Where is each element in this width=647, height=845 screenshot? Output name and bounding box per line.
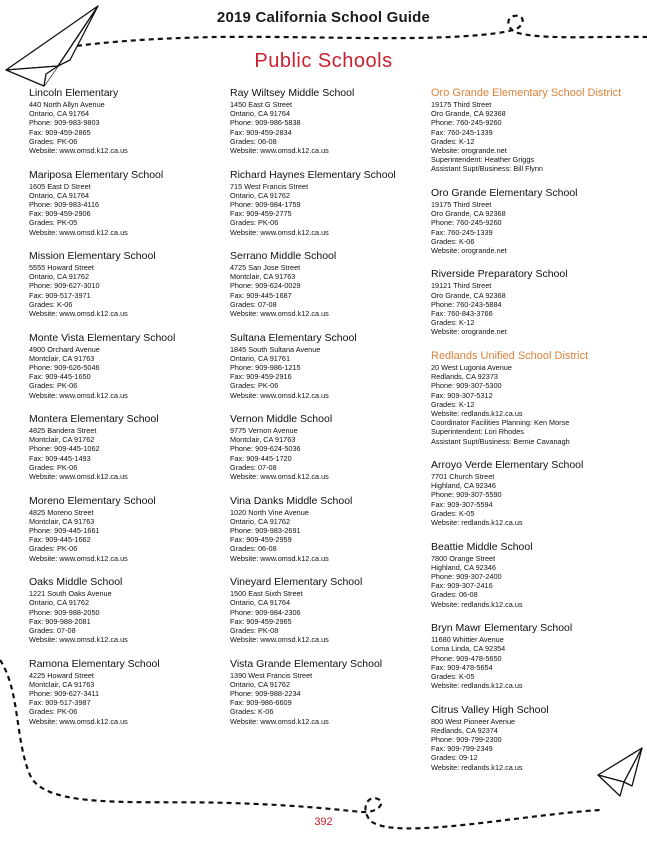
school-listing xyxy=(29,250,225,318)
listing-detail-line: Phone: 909-307-5590 xyxy=(431,490,502,500)
listing-detail-line: 7800 Orange Street xyxy=(431,553,496,563)
school-name: Ray Wiltsey Middle School xyxy=(230,87,355,99)
listing-detail-line: Phone: 909-988-2234 xyxy=(230,689,301,699)
listing-detail-line: Grades: PK-06 xyxy=(230,218,279,228)
school-name: Lincoln Elementary xyxy=(29,87,119,99)
listing-detail-line: Fax: 760-843-3766 xyxy=(431,309,493,319)
listing-detail-line: Fax: 909-517-3971 xyxy=(29,290,91,300)
listing-detail-line: Grades: K-06 xyxy=(431,236,475,246)
listing-detail-line: Phone: 909-624-0029 xyxy=(230,281,301,291)
school-listing xyxy=(431,622,627,690)
listing-detail-line: 715 West Francis Street xyxy=(230,181,309,191)
listing-detail-line: Fax: 909-445-1650 xyxy=(29,372,91,382)
listing-detail-line: Montclair, CA 91762 xyxy=(29,435,95,445)
school-name: Moreno Elementary School xyxy=(29,494,156,507)
listing-detail-line: Fax: 909-517-3987 xyxy=(29,698,91,708)
school-listing xyxy=(29,495,225,563)
listing-detail-line: Phone: 909-983-4116 xyxy=(29,199,100,209)
listing-detail-line: Website: orogrande.net xyxy=(431,245,507,255)
listing-detail-line: 4900 Orchard Avenue xyxy=(29,344,100,354)
listing-detail-line: Ontario, CA 91764 xyxy=(29,109,90,119)
listing-detail-line: Grades: K-05 xyxy=(431,508,475,518)
listing-detail-line: 20 West Lugonia Avenue xyxy=(431,362,512,372)
school-listing xyxy=(29,658,225,726)
listing-detail-line: Ontario, CA 91762 xyxy=(230,679,291,689)
school-listing xyxy=(29,413,225,481)
listing-detail-line: Website: redlands.k12.ca.us xyxy=(431,518,523,528)
listing-detail-line: Phone: 909-984-1759 xyxy=(230,199,301,209)
school-name: Vista Grande Elementary School xyxy=(230,657,383,670)
school-listing xyxy=(230,332,426,400)
listing-detail-line: Grades: 06-08 xyxy=(431,590,478,600)
school-listing xyxy=(431,187,627,255)
listing-detail-line: Grades: K-12 xyxy=(431,399,475,409)
school-name: Ramona Elementary School xyxy=(29,657,160,670)
listing-detail-line: Redlands, CA 92373 xyxy=(431,372,498,382)
listing-detail-line: Website: www.omsd.k12.ca.us xyxy=(29,472,128,482)
listing-detail-line: Fax: 909-986-6609 xyxy=(230,698,292,708)
listing-detail-line: 7701 Church Street xyxy=(431,472,495,482)
listing-detail-line: Grades: K-06 xyxy=(230,707,274,717)
listing-detail-line: 19175 Third Street xyxy=(431,100,492,109)
listing-detail-line: Assistant Supt/Business: Bernie Cavanagh xyxy=(431,436,570,446)
listing-detail-line: Website: www.omsd.k12.ca.us xyxy=(230,146,329,156)
listing-detail-line: Website: www.omsd.k12.ca.us xyxy=(29,553,128,563)
page-number: 392 xyxy=(314,816,333,828)
listing-detail-line: 1390 West Francis Street xyxy=(230,670,313,680)
listing-detail-line: Website: redlands.k12.ca.us xyxy=(431,681,523,691)
listing-detail-line: 1500 East Sixth Street xyxy=(230,589,303,599)
listing-detail-line: Phone: 909-983-9803 xyxy=(29,118,100,128)
listing-detail-line: Website: www.omsd.k12.ca.us xyxy=(29,146,128,156)
listing-detail-line: Phone: 760-245-9260 xyxy=(431,218,502,228)
district-name: Redlands Unified School District xyxy=(431,349,589,362)
listing-detail-line: Phone: 760-243-5884 xyxy=(431,299,502,309)
school-name: Serrano Middle School xyxy=(230,250,337,263)
listing-detail-line: Grades: K-05 xyxy=(431,671,475,681)
school-listing xyxy=(29,87,225,155)
listing-detail-line: Oro Grande, CA 92368 xyxy=(431,290,506,300)
listing-detail-line: Montclair, CA 91763 xyxy=(230,435,296,445)
listing-detail-line: 19175 Third Street xyxy=(431,199,492,209)
listing-detail-line: Grades: PK-06 xyxy=(29,707,78,717)
listing-detail-line: Oro Grande, CA 92368 xyxy=(431,109,506,119)
listing-detail-line: Website: www.omsd.k12.ca.us xyxy=(230,553,329,563)
listing-detail-line: Coordinator Facilities Planning: Ken Morse xyxy=(431,418,570,428)
listing-detail-line: 4725 San Jose Street xyxy=(230,263,301,273)
listing-detail-line: 800 West Pioneer Avenue xyxy=(431,716,516,726)
school-name: Beattie Middle School xyxy=(431,540,533,553)
listing-detail-line: Superintendent: Lori Rhodes xyxy=(431,427,524,437)
listing-detail-line: Phone: 909-986-1215 xyxy=(230,362,301,372)
listing-detail-line: 1020 North Vine Avenue xyxy=(230,507,309,517)
school-name: Vineyard Elementary School xyxy=(230,576,363,589)
listing-detail-line: Grades: PK-08 xyxy=(230,625,279,635)
listing-detail-line: 1450 East G Street xyxy=(230,100,293,109)
listing-detail-line: Grades: 07-08 xyxy=(29,625,76,635)
listing-detail-line: 440 North Allyn Avenue xyxy=(29,100,105,109)
listing-detail-line: Phone: 909-624-5036 xyxy=(230,444,301,454)
listing-detail-line: Ontario, CA 91762 xyxy=(29,272,90,282)
listing-detail-line: Grades: PK-06 xyxy=(230,381,279,391)
listing-detail-line: Grades: PK-06 xyxy=(29,544,78,554)
district-name: Oro Grande Elementary School District xyxy=(431,87,622,99)
listing-detail-line: Fax: 909-988-2081 xyxy=(29,616,91,626)
listing-detail-line: Website: orogrande.net xyxy=(431,146,507,156)
school-listing xyxy=(230,169,426,237)
listing-detail-line: Website: www.omsd.k12.ca.us xyxy=(29,716,128,726)
listing-detail-line: Oro Grande, CA 92368 xyxy=(431,209,506,219)
listing-detail-line: Website: www.omsd.k12.ca.us xyxy=(230,390,329,400)
listing-detail-line: 5555 Howard Street xyxy=(29,263,94,273)
listing-detail-line: Website: www.omsd.k12.ca.us xyxy=(29,309,128,319)
listing-detail-line: Phone: 909-986-5838 xyxy=(230,118,301,128)
listing-detail-line: Loma Linda, CA 92354 xyxy=(431,644,506,654)
listing-detail-line: 1845 South Sultana Avenue xyxy=(230,344,321,354)
listing-detail-line: Phone: 760-245-9260 xyxy=(431,118,502,128)
listing-detail-line: Fax: 909-307-5312 xyxy=(431,390,493,400)
listing-detail-line: Fax: 909-459-2906 xyxy=(29,209,91,219)
school-name: Sultana Elementary School xyxy=(230,331,357,344)
listing-detail-line: Fax: 909-445-1493 xyxy=(29,453,91,463)
listing-detail-line: 11680 Whittier Avenue xyxy=(431,635,504,645)
school-listing xyxy=(230,87,426,155)
listing-detail-line: Grades: K-12 xyxy=(431,318,475,328)
listing-detail-line: Grades: K-06 xyxy=(29,299,73,309)
school-listing xyxy=(29,169,225,237)
listing-detail-line: Fax: 909-445-1687 xyxy=(230,290,292,300)
listing-detail-line: Website: www.omsd.k12.ca.us xyxy=(230,635,329,645)
listing-detail-line: Fax: 909-478-5654 xyxy=(431,662,493,672)
school-listing xyxy=(230,495,426,563)
listing-detail-line: Grades: PK-05 xyxy=(29,218,78,228)
district-listing xyxy=(431,87,627,174)
school-name: Mariposa Elementary School xyxy=(29,168,164,181)
school-listing xyxy=(29,332,225,400)
listing-detail-line: 1605 East D Street xyxy=(29,181,91,191)
listing-detail-line: Grades: 06-08 xyxy=(230,544,277,554)
listing-detail-line: Ontario, CA 91764 xyxy=(230,109,291,119)
listing-detail-line: Website: www.omsd.k12.ca.us xyxy=(230,472,329,482)
listing-detail-line: Fax: 909-445-1662 xyxy=(29,535,91,545)
guide-title: 2019 California School Guide xyxy=(216,9,431,26)
school-name: Vina Danks Middle School xyxy=(230,494,353,507)
listing-detail-line: Phone: 909-307-2400 xyxy=(431,572,502,581)
section-title: Public Schools xyxy=(254,50,393,72)
school-listing xyxy=(230,413,426,481)
listing-detail-line: Grades: PK-06 xyxy=(29,462,78,472)
school-listing xyxy=(230,576,426,644)
listing-detail-line: Fax: 909-445-1720 xyxy=(230,453,292,463)
school-listing xyxy=(230,250,426,318)
school-listing xyxy=(29,576,225,644)
school-name: Riverside Preparatory School xyxy=(431,268,568,281)
listing-detail-line: Fax: 909-459-2965 xyxy=(230,616,292,626)
listing-detail-line: Fax: 909-459-2834 xyxy=(230,127,292,137)
listing-detail-line: Ontario, CA 91762 xyxy=(230,516,291,526)
listing-detail-line: Grades: 07-08 xyxy=(230,462,277,472)
listing-detail-line: Fax: 760-245-1339 xyxy=(431,127,493,137)
district-listing xyxy=(431,350,627,446)
listing-detail-line: Phone: 909-626-5046 xyxy=(29,362,100,372)
listing-detail-line: Website: orogrande.net xyxy=(431,327,507,337)
listing-detail-line: Website: www.omsd.k12.ca.us xyxy=(29,227,128,237)
listing-detail-line: Phone: 909-307-5300 xyxy=(431,381,502,391)
listing-detail-line: Phone: 909-984-2306 xyxy=(230,607,301,617)
listing-detail-line: Grades: K-12 xyxy=(431,136,475,146)
school-name: Arroyo Verde Elementary School xyxy=(431,459,584,472)
listing-detail-line: Redlands, CA 92374 xyxy=(431,725,498,735)
school-listing xyxy=(431,268,627,336)
listing-detail-line: Fax: 909-459-2959 xyxy=(230,535,292,545)
school-listing xyxy=(431,459,627,527)
listing-detail-line: Fax: 909-459-2865 xyxy=(29,127,91,137)
listing-detail-line: 4825 Bandera Street xyxy=(29,426,97,436)
listing-detail-line: Website: www.omsd.k12.ca.us xyxy=(29,635,128,645)
school-listing xyxy=(431,704,627,772)
school-column-1 xyxy=(29,87,225,739)
listing-detail-line: Assistant Supt/Business: Bill Flynn xyxy=(431,164,543,174)
listing-detail-line: Grades: 07-08 xyxy=(230,299,277,309)
listing-detail-line: 9775 Vernon Avenue xyxy=(230,426,298,436)
listing-detail-line: Fax: 760-245-1339 xyxy=(431,227,493,237)
school-listing xyxy=(431,541,627,609)
school-name: Oro Grande Elementary School xyxy=(431,186,578,199)
listing-detail-line: Montclair, CA 91763 xyxy=(230,272,296,282)
school-column-3 xyxy=(431,87,627,785)
listing-detail-line: Phone: 909-988-2050 xyxy=(29,607,100,617)
listing-detail-line: Fax: 909-307-5594 xyxy=(431,499,493,509)
listing-detail-line: Website: www.omsd.k12.ca.us xyxy=(230,309,329,319)
school-name: Vernon Middle School xyxy=(230,413,333,426)
listing-detail-line: Ontario, CA 91764 xyxy=(29,190,90,200)
school-name: Montera Elementary School xyxy=(29,413,159,426)
school-name: Bryn Mawr Elementary School xyxy=(431,622,573,635)
school-listing xyxy=(230,658,426,726)
school-name: Richard Haynes Elementary School xyxy=(230,168,396,181)
listing-detail-line: 4825 Moreno Street xyxy=(29,507,94,517)
listing-detail-line: Phone: 909-445-1062 xyxy=(29,444,100,454)
listing-detail-line: Ontario, CA 91762 xyxy=(29,598,90,608)
listing-detail-line: 1221 South Oaks Avenue xyxy=(29,589,112,599)
listing-detail-line: 4225 Howard Street xyxy=(29,670,94,680)
listing-detail-line: Montclair, CA 91763 xyxy=(29,353,95,363)
listing-detail-line: Highland, CA 92346 xyxy=(431,562,496,572)
listing-detail-line: Montclair, CA 91763 xyxy=(29,679,95,689)
listing-detail-line: Fax: 909-459-2916 xyxy=(230,372,292,382)
listing-detail-line: Phone: 909-445-1661 xyxy=(29,525,100,535)
listing-detail-line: Phone: 909-627-3411 xyxy=(29,689,100,699)
listing-detail-line: Grades: PK-06 xyxy=(29,381,78,391)
listing-detail-line: Ontario, CA 91761 xyxy=(230,353,291,363)
listing-detail-line: Superintendent: Heather Griggs xyxy=(431,155,535,165)
listing-detail-line: Fax: 909-307-2416 xyxy=(431,581,493,591)
listing-detail-line: Website: redlands.k12.ca.us xyxy=(431,762,523,772)
listing-detail-line: Ontario, CA 91762 xyxy=(230,190,291,200)
listing-detail-line: Ontario, CA 91764 xyxy=(230,598,291,608)
listing-detail-line: Grades: 09-12 xyxy=(431,753,478,763)
school-name: Citrus Valley High School xyxy=(431,703,549,716)
listing-detail-line: Website: redlands.k12.ca.us xyxy=(431,599,523,609)
listing-detail-line: Fax: 909-459-2775 xyxy=(230,209,292,219)
listing-detail-line: Website: redlands.k12.ca.us xyxy=(431,408,523,418)
listing-detail-line: Highland, CA 92346 xyxy=(431,481,496,491)
listing-detail-line: Phone: 909-983-2691 xyxy=(230,525,301,535)
listing-detail-line: Grades: PK-06 xyxy=(29,136,78,146)
listing-detail-line: Fax: 909-799-2349 xyxy=(431,744,493,754)
school-name: Oaks Middle School xyxy=(29,576,123,589)
listing-detail-line: Website: www.omsd.k12.ca.us xyxy=(230,716,329,726)
listing-detail-line: Phone: 909-799-2300 xyxy=(431,735,502,745)
listing-detail-line: Website: www.omsd.k12.ca.us xyxy=(230,227,329,237)
school-name: Monte Vista Elementary School xyxy=(29,331,176,344)
listing-detail-line: Montclair, CA 91763 xyxy=(29,516,95,526)
school-column-2 xyxy=(230,87,426,739)
listing-detail-line: Grades: 06-08 xyxy=(230,136,277,146)
listing-detail-line: Website: www.omsd.k12.ca.us xyxy=(29,390,128,400)
listing-detail-line: 19121 Third Street xyxy=(431,281,492,291)
listing-detail-line: Phone: 909-478-5650 xyxy=(431,653,502,663)
school-name: Mission Elementary School xyxy=(29,250,156,263)
listing-detail-line: Phone: 909-627-3010 xyxy=(29,281,100,291)
